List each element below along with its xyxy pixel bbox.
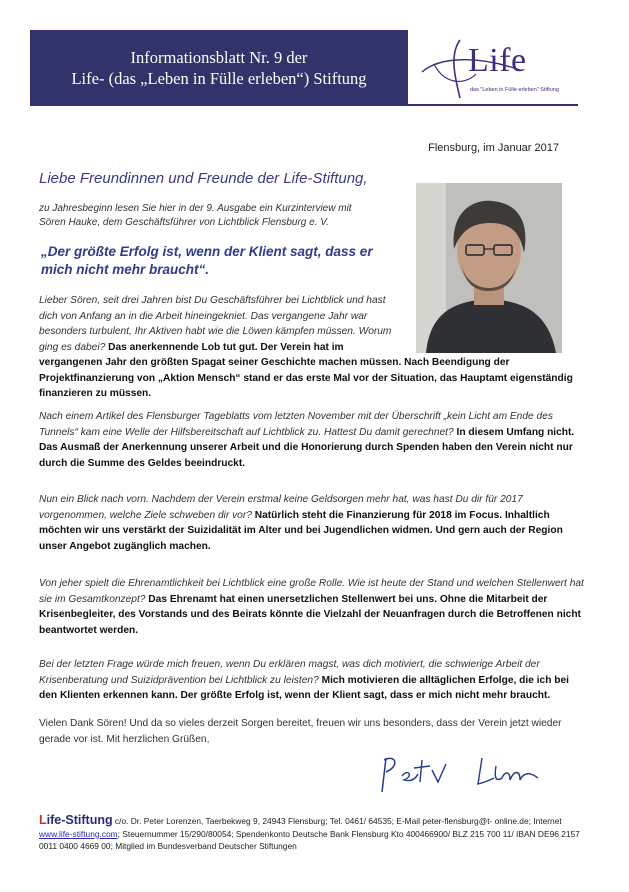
pull-quote: „Der größte Erfolg ist, wenn der Klient sagt, dass er mich nicht mehr braucht“. — [41, 244, 373, 277]
interview-block-3 — [39, 492, 587, 554]
closing-text: Vielen Dank Sören! Und da so vieles derzeit Sorgen bereitet, freuen wir uns besonders, dass der Verein jetzt wieder gerade vor ist. Mit herzlichen Grüßen, — [39, 718, 562, 745]
letter-date: Flensburg, im Januar 2017 — [428, 142, 559, 154]
answer-3: Natürlich steht die Finanzierung für 2018 im Focus. Inhaltlich möchten wir uns verstärkt der Suizidalität im Alter und bei Jugendlichen widmen. Und gern auch der Region unser Angebot zugänglich machen. — [39, 509, 563, 552]
life-logo — [420, 34, 580, 102]
footer-brand-accent: L — [39, 813, 47, 827]
answer-2: In diesem Umfang nicht. Das Ausmaß der Anerkennung unserer Arbeit und die Honorierung durch Spenden haben den Verein nicht nur durch die Summe des Geldes beeindruckt. — [39, 426, 575, 469]
logo-word: Life — [468, 42, 527, 79]
handwritten-signature — [378, 752, 553, 794]
footer-brand-rest: ife-Stiftung — [46, 813, 113, 827]
interview-block-2 — [39, 409, 587, 471]
header-title-line1: Informationsblatt Nr. 9 der — [130, 48, 308, 67]
question-3: Nun ein Blick nach vorn. Nachdem der Verein erstmal keine Geldsorgen mehr hat, was hast Du dir für 2017 vorgenommen, welche Ziele schweben dir vor? — [39, 494, 523, 521]
greeting: Liebe Freundinnen und Freunde der Life-Stiftung, — [39, 170, 368, 187]
answer-5: Mich motivieren die alltäglichen Erfolge, die ich bei den Klienten erkennen kann. Der größte Erfolg ist, wenn der Klient sagt, dass er mich nicht mehr braucht. — [39, 674, 569, 701]
footer-brand — [39, 813, 113, 827]
answer-1: Das anerkennende Lob tut gut. Der Verein hat im vergangenen Jahr den größten Spagat seiner Geschichte machen müssen. Nach Beendigung der Projektfinanzierung von „Aktion Mensch“ stand er das erste Mal vor der Situation, das Hauptamt eigenständig finanzieren zu müssen. — [39, 341, 573, 399]
question-1: Lieber Sören, seit drei Jahren bist Du Geschäftsführer bei Lichtblick und hast dich von Anfang an in die Arbeit hineingekniet. Das vergangene Jahr war besonders turbulent, Ihr Aktiven habt wie die Löwen kämpfen müssen. Worum ging es dabei? — [39, 295, 392, 353]
header-divider — [408, 104, 578, 106]
interview-block-1 — [39, 293, 587, 402]
interview-block-4 — [39, 576, 587, 638]
logo-tagline: das "Leben in Fülle erleben" Stiftung — [470, 87, 559, 93]
footer — [39, 814, 584, 853]
header-band — [30, 30, 408, 106]
interview-block-5 — [39, 657, 587, 704]
intro-text: zu Jahresbeginn lesen Sie hier in der 9. Ausgabe ein Kurzinterview mit Sören Hauke, dem Geschäftsführer von Lichtblick Flensburg e. V. — [39, 203, 352, 228]
answer-4: Das Ehrenamt hat einen unersetzlichen Stellenwert bei uns. Ohne die Mitarbeit der Krisenbegleiter, des Vorstands und des Beirats könnte die Vielzahl der Neuanfragen durch die Betroffenen nicht beantwortet werden. — [39, 593, 581, 636]
question-4: Von jeher spielt die Ehrenamtlichkeit bei Lichtblick eine große Rolle. Wie ist heute der Stand und welchen Stellenwert hat sie im Gesamtkonzept? — [39, 578, 584, 605]
footer-address: c/o. Dr. Peter Lorenzen, Taerbekweg 9, 24943 Flensburg; Tel. 0461/ 64535; E-Mail peter-flensburg@t- online.de; Internet — [112, 816, 562, 826]
footer-bank-details: ; Steuernummer 15/290/80054; Spendenkonto Deutsche Bank Flensburg Kto 400466900/ BLZ 215 700 11/ IBAN DE96 2157 0011 0400 4669 00; Mitglied im Bundesverband Deutscher Stiftungen — [39, 828, 580, 851]
question-5: Bei der letzten Frage würde mich freuen, wenn Du erklären magst, was dich motiviert, die schwierige Arbeit der Krisenberatung und Suizidprävention bei Lichtblick zu leisten? — [39, 659, 540, 686]
question-2: Nach einem Artikel des Flensburger Tageblatts vom letzten November mit der Überschrift „kein Licht am Ende des Tunnels“ kam eine Welle der Hilfsbereitschaft auf Lichtblick zu. Hattest Du damit gerechnet? — [39, 411, 553, 438]
header-title-line2: Life- (das „Leben in Fülle erleben“) Stiftung — [71, 69, 367, 88]
footer-website-link[interactable]: www.life-stiftung.com — [39, 828, 118, 839]
